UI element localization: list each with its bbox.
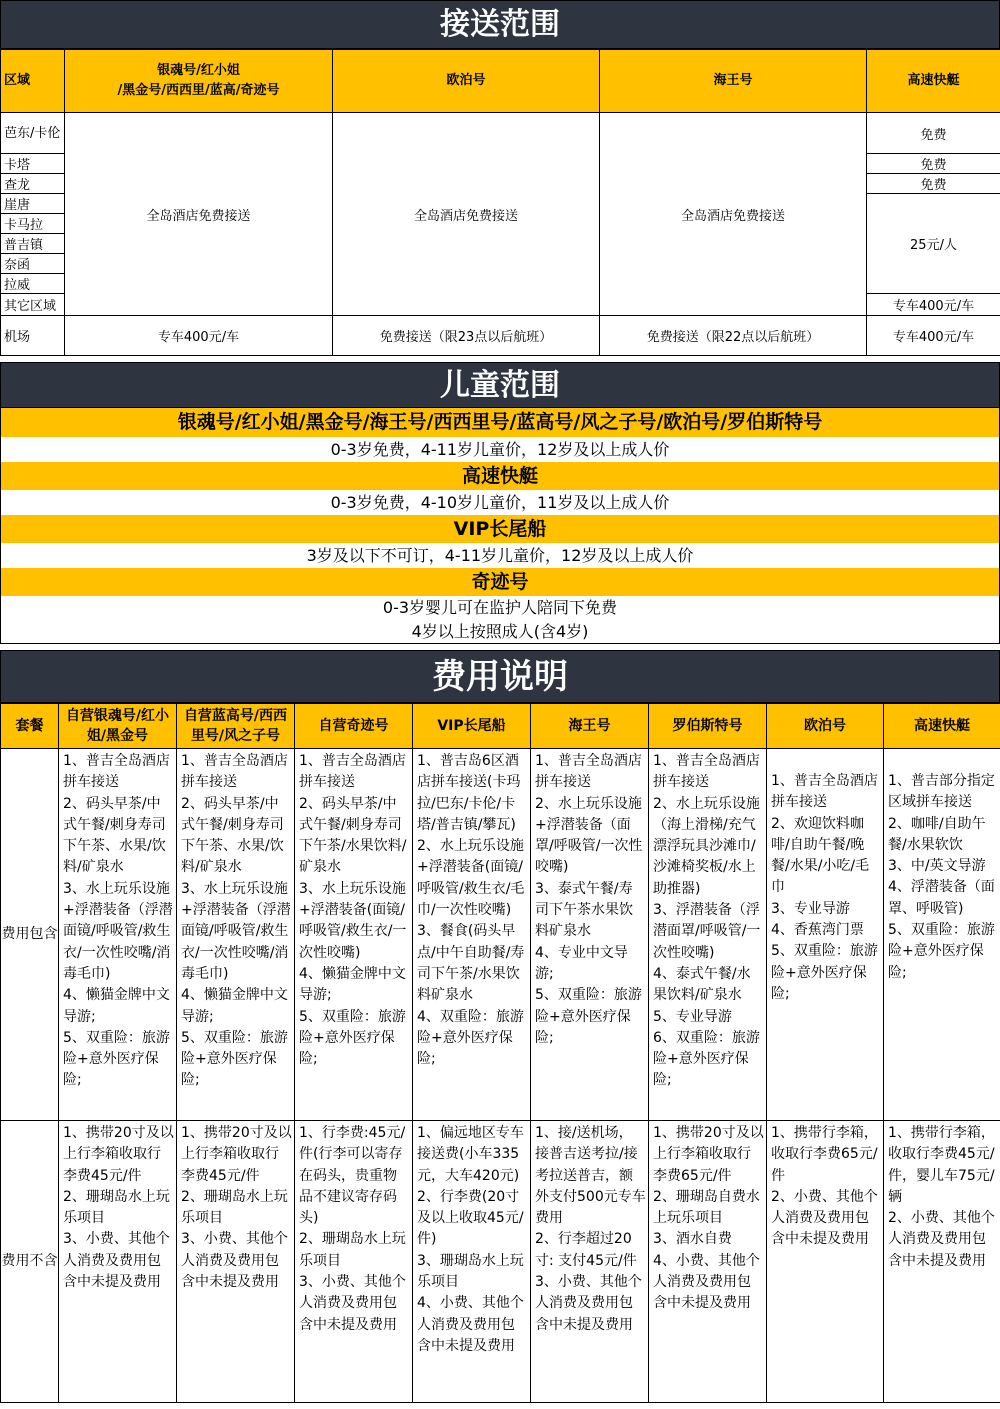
- children-group-head: 高速快艇: [0, 462, 1000, 490]
- free-hotel-neptune: 全岛酒店免费接送: [600, 113, 867, 316]
- fees-header-cell: 罗伯斯特号: [649, 704, 767, 749]
- region-cell: 奈函: [1, 254, 65, 274]
- airport-row: [1, 316, 1000, 356]
- excluded-cell: 1、携带20寸及以上行李箱收取行李费65元/件 2、珊瑚岛自费水上玩乐项目 3、酒水自费 4、小费、其他个人消费及费用包含中未提及费用: [649, 1121, 767, 1403]
- header-opal: 欧泊号: [333, 50, 600, 113]
- free-hotel-opal: 全岛酒店免费接送: [333, 113, 600, 316]
- header-speedboat: 高速快艇: [867, 50, 1000, 113]
- children-group-line: 4岁以上按照成人(含4岁): [0, 620, 1000, 644]
- transfer-table: [0, 49, 1000, 356]
- included-cell: 1、普吉全岛酒店拼车接送 2、水上玩乐设施+浮潜装备（面罩/呼吸管/一次性咬嘴) 3、泰式午餐/寿司下午茶水果饮料矿泉水 4、专业中文导游; 5、双重险：旅游险+意外医疗保险;: [531, 749, 649, 1121]
- region-cell: 拉威: [1, 274, 65, 294]
- speedboat-patong: 免费: [867, 113, 1000, 154]
- children-group-line: 0-3岁婴儿可在监护人陪同下免费: [0, 596, 1000, 620]
- speedboat-other: 专车400元/车: [867, 294, 1000, 316]
- region-cell: 崖唐: [1, 194, 65, 214]
- fees-excluded-row: [1, 1121, 1000, 1403]
- region-cell: 查龙: [1, 174, 65, 194]
- included-cell: 1、普吉全岛酒店拼车接送 2、码头早茶/中式午餐/刺身寿司下午茶、水果/饮料/矿泉水 3、水上玩乐设施+浮潜装备（浮潜面镜/呼吸管/救生衣/一次性咬嘴/消毒毛巾) 4、懒猫金牌中文导游; 5、双重险：旅游险+意外医疗保险;: [177, 749, 295, 1121]
- free-hotel-main: 全岛酒店免费接送: [65, 113, 333, 316]
- included-cell: 1、普吉全岛酒店拼车接送 2、水上玩乐设施（海上滑梯/充气漂浮玩具沙滩巾/沙滩椅奖板/水上助推器) 3、浮潜装备（浮潜面罩/呼吸管/一次性咬嘴) 4、泰式午餐/水果饮料/矿泉水 5、专业导游 6、双重险：旅游险+意外医疗保险;: [649, 749, 767, 1121]
- airport-label: 机场: [1, 316, 65, 356]
- included-cell: 1、普吉部分指定区域拼车接送 2、咖啡/自助午餐/水果软饮 3、中/英文导游 4、浮潜装备（面罩、呼吸管) 5、双重险：旅游险+意外医疗保险;: [884, 749, 1000, 1121]
- included-label: 费用包含: [1, 749, 59, 1121]
- children-group-head: 奇迹号: [0, 568, 1000, 596]
- region-cell: 卡马拉: [1, 214, 65, 234]
- region-cell: 其它区域: [1, 294, 65, 316]
- fees-header-cell: 海王号: [531, 704, 649, 749]
- children-group-line: 0-3岁免费，4-10岁儿童价，11岁及以上成人价: [0, 490, 1000, 515]
- region-cell: 普吉镇: [1, 234, 65, 254]
- fees-table: [0, 703, 1000, 1403]
- airport-main: 专车400元/车: [65, 316, 333, 356]
- fees-title: 费用说明: [0, 650, 1000, 703]
- header-neptune: 海王号: [600, 50, 867, 113]
- excluded-cell: 1、接/送机场，接普吉送考拉/接考拉送普吉，额外支付500元专车费用 2、行李超过20寸: 支付45元/件 3、小费、其他个人消费及费用包含中未提及费用: [531, 1121, 649, 1403]
- speedboat-kata: 免费: [867, 154, 1000, 174]
- speedboat-chalong: 免费: [867, 174, 1000, 194]
- children-group-head: VIP长尾船: [0, 515, 1000, 543]
- excluded-cell: 1、携带20寸及以上行李箱收取行李费45元/件 2、珊瑚岛水上玩乐项目 3、小费、其他个人消费及费用包含中未提及费用: [59, 1121, 177, 1403]
- header-main-boats: 银魂号/红小姐 /黑金号/西西里/蓝高/奇迹号: [65, 50, 333, 113]
- fees-header-row: [1, 704, 1000, 749]
- region-cell: 卡塔: [1, 154, 65, 174]
- fees-header-cell: 欧泊号: [767, 704, 884, 749]
- fees-header-cell: 高速快艇: [884, 704, 1000, 749]
- excluded-cell: 1、携带行李箱，收取行李费65元/件 2、小费、其他个人消费及费用包含中未提及费用: [767, 1121, 884, 1403]
- airport-opal: 免费接送（限23点以后航班）: [333, 316, 600, 356]
- children-group-line: 0-3岁免费，4-11岁儿童价，12岁及以上成人价: [0, 437, 1000, 462]
- included-cell: 1、普吉岛6区酒店拼车接送(卡玛拉/巴东/卡伦/卡塔/普吉镇/攀瓦) 2、水上玩乐设施+浮潜装备(面镜/呼吸管/救生衣/毛巾/一次性咬嘴) 3、餐食(码头早点/中午自助餐/寿司下午茶/水果饮料矿泉水 4、双重险：旅游险+意外医疗保险;: [413, 749, 531, 1121]
- transfer-title: 接送范围: [0, 0, 1000, 49]
- children-group-head: 银魂号/红小姐/黑金号/海王号/西西里号/蓝高号/风之子号/欧泊号/罗伯斯特号: [0, 408, 1000, 437]
- children-title: 儿童范围: [0, 362, 1000, 408]
- fees-header-cell: 套餐: [1, 704, 59, 749]
- included-cell: 1、普吉全岛酒店拼车接送 2、欢迎饮料咖啡/自助午餐/晚餐/水果/小吃/毛巾 3、专业导游 4、香蕉湾门票 5、双重险：旅游险+意外医疗保险;: [767, 749, 884, 1121]
- children-group-line: 3岁及以下不可订，4-11岁儿童价，12岁及以上成人价: [0, 543, 1000, 568]
- excluded-cell: 1、偏远地区专车接送费(小车335元，大车420元) 2、行李费(20寸及以上收取45元/件) 3、珊瑚岛水上玩乐项目 4、小费、其他个人消费及费用包含中未提及费用: [413, 1121, 531, 1403]
- included-cell: 1、普吉全岛酒店拼车接送 2、码头早茶/中式午餐/刺身寿司下午茶/水果饮料/矿泉水 3、水上玩乐设施+浮潜装备(面镜/呼吸管/救生衣/一次性咬嘴) 4、懒猫金牌中文导游; 5、双重险：旅游险+意外医疗保险;: [295, 749, 413, 1121]
- transfer-header-row: [1, 50, 1000, 113]
- speedboat-group-price: 25元/人: [867, 194, 1000, 294]
- fees-header-cell: 自营蓝高号/西西里号/风之子号: [177, 704, 295, 749]
- header-region: 区域: [1, 50, 65, 113]
- airport-speedboat: 专车400元/车: [867, 316, 1000, 356]
- excluded-cell: 1、行李费:45元/件(行李可以寄存在码头，贵重物品不建议寄存码头) 2、珊瑚岛水上玩乐项目 3、小费、其他个人消费及费用包含中未提及费用: [295, 1121, 413, 1403]
- airport-neptune: 免费接送（限22点以后航班）: [600, 316, 867, 356]
- fees-included-row: [1, 749, 1000, 1121]
- fees-header-cell: VIP长尾船: [413, 704, 531, 749]
- excluded-label: 费用不含: [1, 1121, 59, 1403]
- excluded-cell: 1、携带20寸及以上行李箱收取行李费45元/件 2、珊瑚岛水上玩乐项目 3、小费、其他个人消费及费用包含中未提及费用: [177, 1121, 295, 1403]
- region-row: [1, 113, 1000, 154]
- children-list: [0, 408, 1000, 644]
- fees-header-cell: 自营奇迹号: [295, 704, 413, 749]
- region-cell: 芭东/卡伦: [1, 113, 65, 154]
- excluded-cell: 1、携带行李箱，收取行李费45元/件，婴儿车75元/辆 2、小费、其他个人消费及费用包含中未提及费用: [884, 1121, 1000, 1403]
- included-cell: 1、普吉全岛酒店拼车接送 2、码头早茶/中式午餐/刺身寿司下午茶、水果/饮料/矿泉水 3、水上玩乐设施+浮潜装备（浮潜面镜/呼吸管/救生衣/一次性咬嘴/消毒毛巾) 4、懒猫金牌中文导游; 5、双重险：旅游险+意外医疗保险;: [59, 749, 177, 1121]
- fees-header-cell: 自营银魂号/红小姐/黑金号: [59, 704, 177, 749]
